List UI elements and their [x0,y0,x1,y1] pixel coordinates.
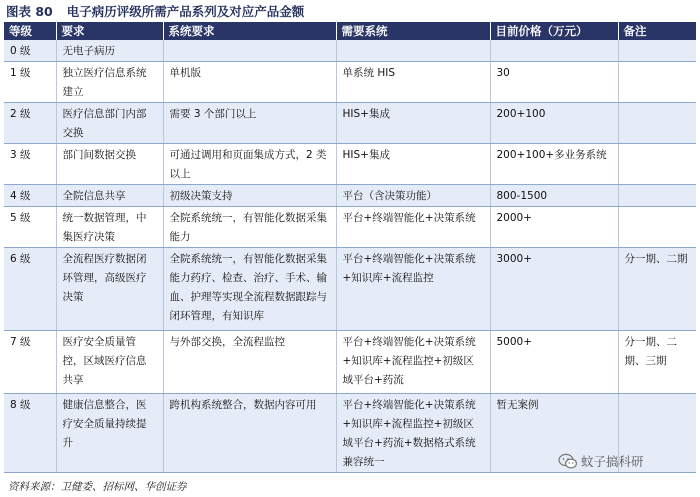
cell-requirement: 统一数据管理，中集医疗决策 [56,207,163,248]
cell-system-requirement: 需要 3 个部门以上 [163,103,336,144]
cell-notes [618,103,696,144]
watermark-text: 蚊子搞科研 [581,454,644,469]
cell-required-system: 平台+终端智能化+决策系统+知识库+流程监控 [336,248,490,331]
cell-level: 1 级 [4,62,56,103]
cell-notes: 分一期、二期 [618,248,696,331]
cell-price: 200+100 [490,103,618,144]
cell-system-requirement: 跨机构系统整合，数据内容可用 [163,394,336,473]
cell-level: 3 级 [4,144,56,185]
cell-level: 0 级 [4,40,56,62]
cell-system-requirement: 全院系统统一，有智能化数据采集能力药疗、检查、治疗、手术、输血、护理等实现全流程数据跟踪与闭环管理，有知识库 [163,248,336,331]
cell-level: 8 级 [4,394,56,473]
cell-system-requirement: 与外部交换，全流程监控 [163,331,336,394]
header-level: 等级 [4,22,56,40]
cell-requirement: 健康信息整合，医疗安全质量持续提升 [56,394,163,473]
cell-required-system: 平台+终端智能化+决策系统+知识库+流程监控+初级区域平台+药流+数据格式系统兼容统一 [336,394,490,473]
cell-price: 3000+ [490,248,618,331]
wechat-icon [558,453,578,470]
cell-system-requirement: 可通过调用和页面集成方式，2 类以上 [163,144,336,185]
header-notes: 备注 [618,22,696,40]
cell-requirement: 全院信息共享 [56,185,163,207]
cell-required-system: 平台+终端智能化+决策系统 [336,207,490,248]
cell-level: 2 级 [4,103,56,144]
cell-price: 30 [490,62,618,103]
cell-requirement: 部门间数据交换 [56,144,163,185]
cell-requirement: 医疗安全质量管控，区域医疗信息共享 [56,331,163,394]
cell-notes [618,144,696,185]
cell-level: 7 级 [4,331,56,394]
cell-notes: 分一期、二期、三期 [618,331,696,394]
cell-level: 5 级 [4,207,56,248]
cell-required-system: HIS+集成 [336,144,490,185]
cell-price: 800-1500 [490,185,618,207]
table-row [4,103,696,144]
header-requirement: 要求 [56,22,163,40]
header-required-system: 需要系统 [336,22,490,40]
product-table [4,22,696,473]
header-system-requirement: 系统要求 [163,22,336,40]
table-row [4,40,696,62]
table-row [4,207,696,248]
figure-title-text: 电子病历评级所需产品系列及对应产品金额 [66,4,305,19]
cell-price [490,40,618,62]
cell-required-system: 单系统 HIS [336,62,490,103]
cell-notes [618,207,696,248]
cell-price: 2000+ [490,207,618,248]
cell-system-requirement: 全院系统统一，有智能化数据采集能力 [163,207,336,248]
cell-requirement: 医疗信息部门内部交换 [56,103,163,144]
cell-system-requirement: 初级决策支持 [163,185,336,207]
table-row [4,62,696,103]
watermark [558,452,644,470]
cell-price: 5000+ [490,331,618,394]
figure-title [6,2,304,22]
table-header-row [4,22,696,40]
table-row [4,185,696,207]
cell-notes [618,40,696,62]
cell-required-system: 平台+终端智能化+决策系统+知识库+流程监控+初级区域平台+药流 [336,331,490,394]
cell-system-requirement [163,40,336,62]
table-row [4,331,696,394]
cell-requirement: 全流程医疗数据闭环管理，高级医疗决策 [56,248,163,331]
table-row [4,248,696,331]
cell-required-system: HIS+集成 [336,103,490,144]
table-row [4,144,696,185]
cell-price: 暂无案例 [490,394,618,473]
cell-required-system: 平台（含决策功能） [336,185,490,207]
cell-system-requirement: 单机版 [163,62,336,103]
source-note: 资料来源：卫健委、招标网、华创证券 [8,481,187,493]
cell-level: 6 级 [4,248,56,331]
header-price: 目前价格（万元） [490,22,618,40]
cell-price: 200+100+多业务系统 [490,144,618,185]
cell-notes [618,62,696,103]
cell-level: 4 级 [4,185,56,207]
cell-requirement: 独立医疗信息系统建立 [56,62,163,103]
cell-required-system [336,40,490,62]
cell-notes [618,185,696,207]
cell-requirement: 无电子病历 [56,40,163,62]
figure-number: 图表 80 [6,4,53,19]
